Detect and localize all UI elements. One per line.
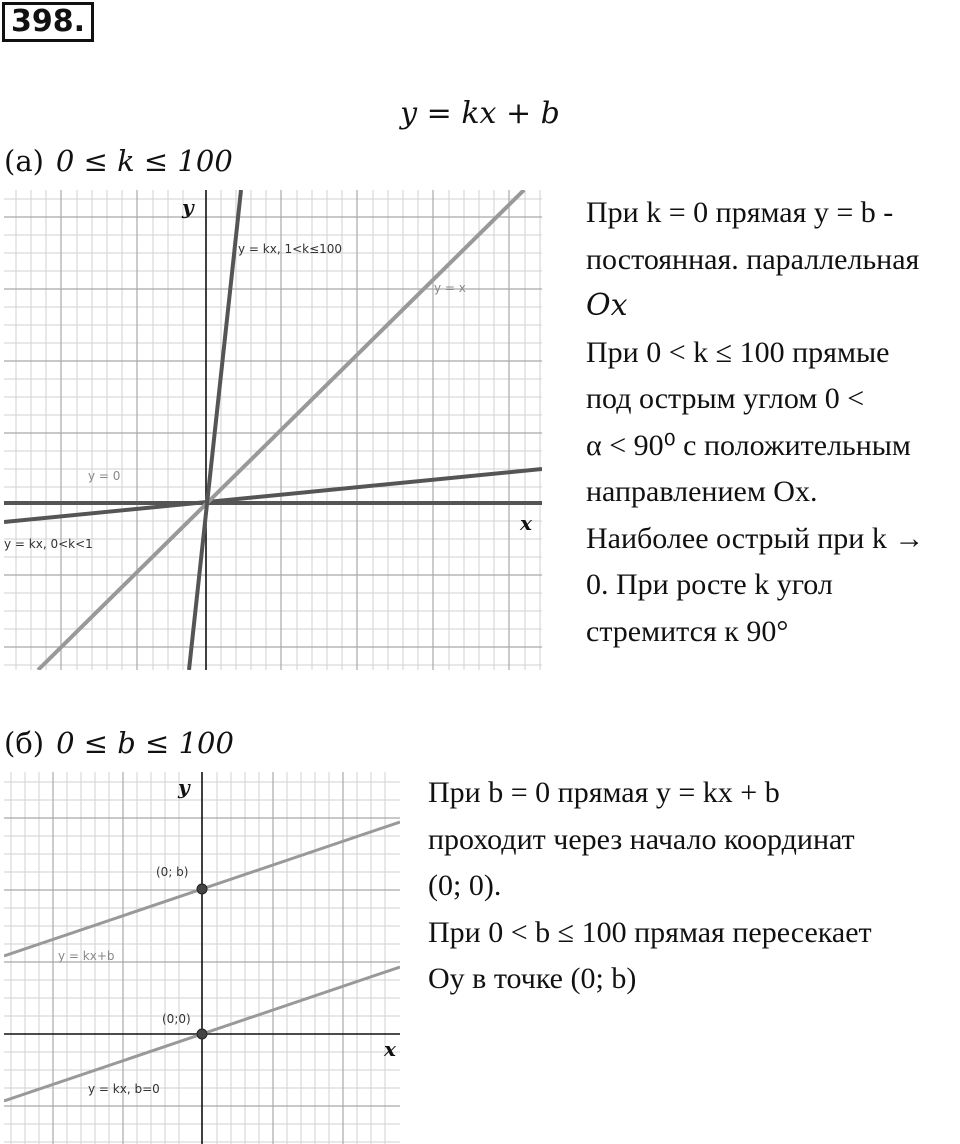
part-a-y-axis-label: y — [182, 195, 194, 219]
part-a-label-identity: y = x — [434, 281, 466, 295]
part-a-text-line: α < 90⁰ с положительным — [586, 428, 911, 462]
part-b-text-line: Oy в точке (0; b) — [428, 962, 637, 995]
part-b-explanation — [428, 770, 872, 1003]
part-a-explanation — [586, 190, 924, 655]
part-a-label-shallow: y = kx, 0<k<1 — [4, 537, 93, 551]
part-b-condition: 0 ≤ b ≤ 100 — [56, 726, 234, 760]
problem-number: 398. — [2, 2, 94, 42]
main-formula: y = kx + b — [400, 96, 560, 131]
part-a-text-line: стремится к 90° — [586, 614, 789, 648]
part-a-text-line: При 0 < k ≤ 100 прямые — [586, 335, 890, 369]
part-a-label-zero: y = 0 — [88, 469, 121, 483]
part-b-text-line: При 0 < b ≤ 100 прямая пересекает — [428, 915, 872, 949]
part-b-heading — [4, 726, 234, 760]
part-b-graph — [4, 772, 400, 1144]
part-a-label: (а) — [4, 144, 44, 178]
part-a-line-shallow — [4, 469, 542, 522]
part-b-graph-svg — [4, 772, 400, 1144]
part-b-label-upper: y = kx+b — [58, 949, 115, 963]
part-a-text-line: 0. При росте k угол — [586, 568, 833, 601]
part-a-text-line: При k = 0 прямая y = b - — [586, 196, 894, 229]
part-a-graph — [4, 190, 542, 670]
part-a-major-grid — [4, 190, 542, 670]
part-a-graph-svg — [4, 190, 542, 670]
part-b-point-b — [197, 884, 207, 894]
part-b-label-lower: y = kx, b=0 — [88, 1082, 160, 1096]
part-a-heading — [4, 144, 233, 178]
part-a-line-steep — [189, 190, 241, 670]
part-a-text-line: под острым углом 0 < — [586, 382, 865, 415]
part-a-grid — [4, 190, 542, 670]
part-b-label: (б) — [4, 726, 45, 760]
part-a-text-line: направлением Ox. — [586, 475, 818, 508]
part-b-label-point-b: (0; b) — [156, 865, 189, 879]
part-b-point-origin — [197, 1029, 207, 1039]
part-a-condition: 0 ≤ k ≤ 100 — [55, 144, 233, 178]
part-b-text-line: проходит через начало координат — [428, 822, 855, 856]
part-a-label-steep: y = kx, 1<k≤100 — [238, 242, 343, 256]
part-b-y-axis-label: y — [178, 775, 190, 799]
part-b-x-axis-label: x — [384, 1037, 396, 1061]
part-b-text-line: При b = 0 прямая y = kx + b — [428, 776, 780, 809]
part-a-text-line: Наиболее острый при k → — [586, 521, 925, 555]
part-b-label-point-origin: (0;0) — [162, 1012, 191, 1026]
part-b-text-line: (0; 0). — [428, 869, 502, 902]
part-a-text-line: постоянная. параллельная — [586, 242, 920, 276]
part-a-x-axis-label: x — [520, 511, 532, 535]
part-a-text-line: Ox — [586, 288, 628, 323]
